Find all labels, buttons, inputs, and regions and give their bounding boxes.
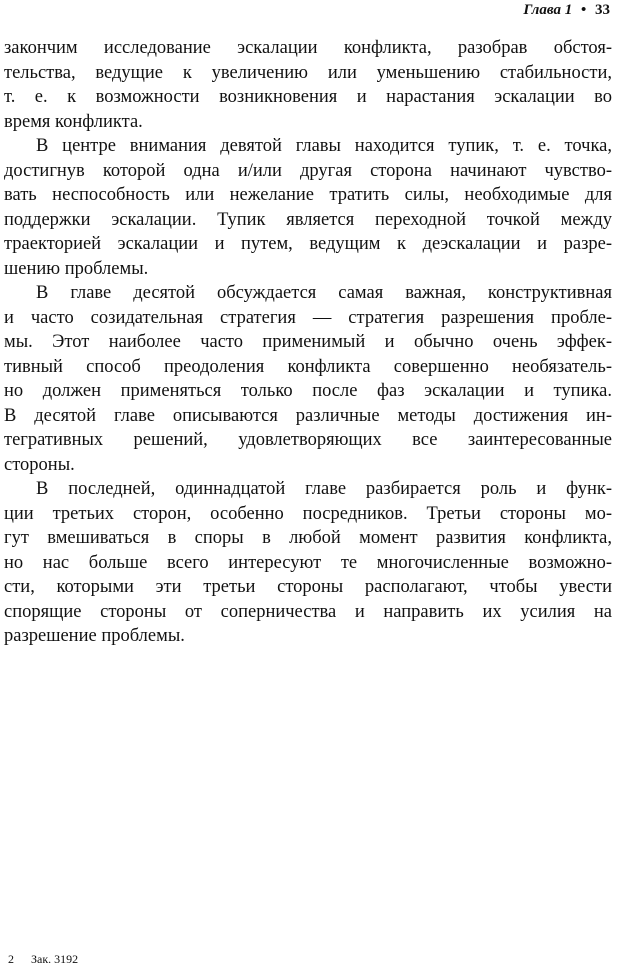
text-line: разрешение проблемы.	[4, 626, 185, 646]
text-line: закончим исследование эскалации конфликта, разобрав обстоя-	[4, 38, 612, 58]
paragraph	[4, 281, 612, 477]
text-line: В десятой главе описываются различные методы достижения ин-	[4, 405, 612, 426]
text-line: тивный способ преодоления конфликта совершенно необязатель-	[4, 356, 612, 377]
page-number: 33	[595, 2, 610, 18]
text-line: и часто созидательная стратегия — стратегия разрешения пробле-	[4, 307, 612, 328]
running-head	[523, 0, 610, 20]
text-line: время конфликта.	[4, 111, 143, 132]
page-footer	[8, 952, 78, 966]
text-line: гут вмешиваться в споры в любой момент развития конфликта,	[4, 528, 612, 548]
text-line: т. е. к возможности возникновения и нарастания эскалации во	[4, 87, 612, 107]
text-line: траекторией эскалации и путем, ведущим к деэскалации и разре-	[4, 234, 612, 254]
header-separator: •	[580, 2, 587, 18]
chapter-label: Глава 1	[523, 2, 573, 18]
text-line: сти, которыми эти третьи стороны располагают, чтобы увести	[4, 577, 612, 597]
text-body	[4, 36, 612, 649]
paragraph	[4, 134, 612, 281]
text-line: вать неспособность или нежелание тратить силы, необходимые для	[4, 185, 612, 205]
signature-number: 2	[8, 952, 14, 966]
text-line: В главе десятой обсуждается самая важная, конструктивная	[36, 283, 612, 303]
text-line: В последней, одиннадцатой главе разбирается роль и функ-	[36, 479, 612, 499]
text-line: тегративных решений, удовлетворяющих все заинтересованные	[4, 430, 612, 450]
text-line: ции третьих сторон, особенно посредников. Третьи стороны мо-	[4, 503, 612, 524]
text-line: достигнув которой одна и/или другая сторона начинают чувство-	[4, 160, 612, 181]
text-line: тельства, ведущие к увеличению или уменьшению стабильности,	[4, 62, 612, 83]
text-line: В центре внимания девятой главы находится тупик, т. е. точка,	[36, 136, 612, 156]
text-line: поддержки эскалации. Тупик является переходной точкой между	[4, 209, 612, 230]
order-number: Зак. 3192	[31, 952, 79, 966]
text-line: стороны.	[4, 454, 75, 475]
text-line: мы. Этот наиболее часто применимый и обычно очень эффек-	[4, 332, 612, 352]
text-line: шению проблемы.	[4, 258, 149, 279]
paragraph	[4, 477, 612, 649]
text-line: спорящие стороны от соперничества и направить их усилия на	[4, 601, 612, 622]
paragraph	[4, 36, 612, 134]
text-line: но нас больше всего интересуют те многочисленные возможно-	[4, 552, 612, 573]
text-line: но должен применяться только после фаз эскалации и тупика.	[4, 381, 612, 401]
